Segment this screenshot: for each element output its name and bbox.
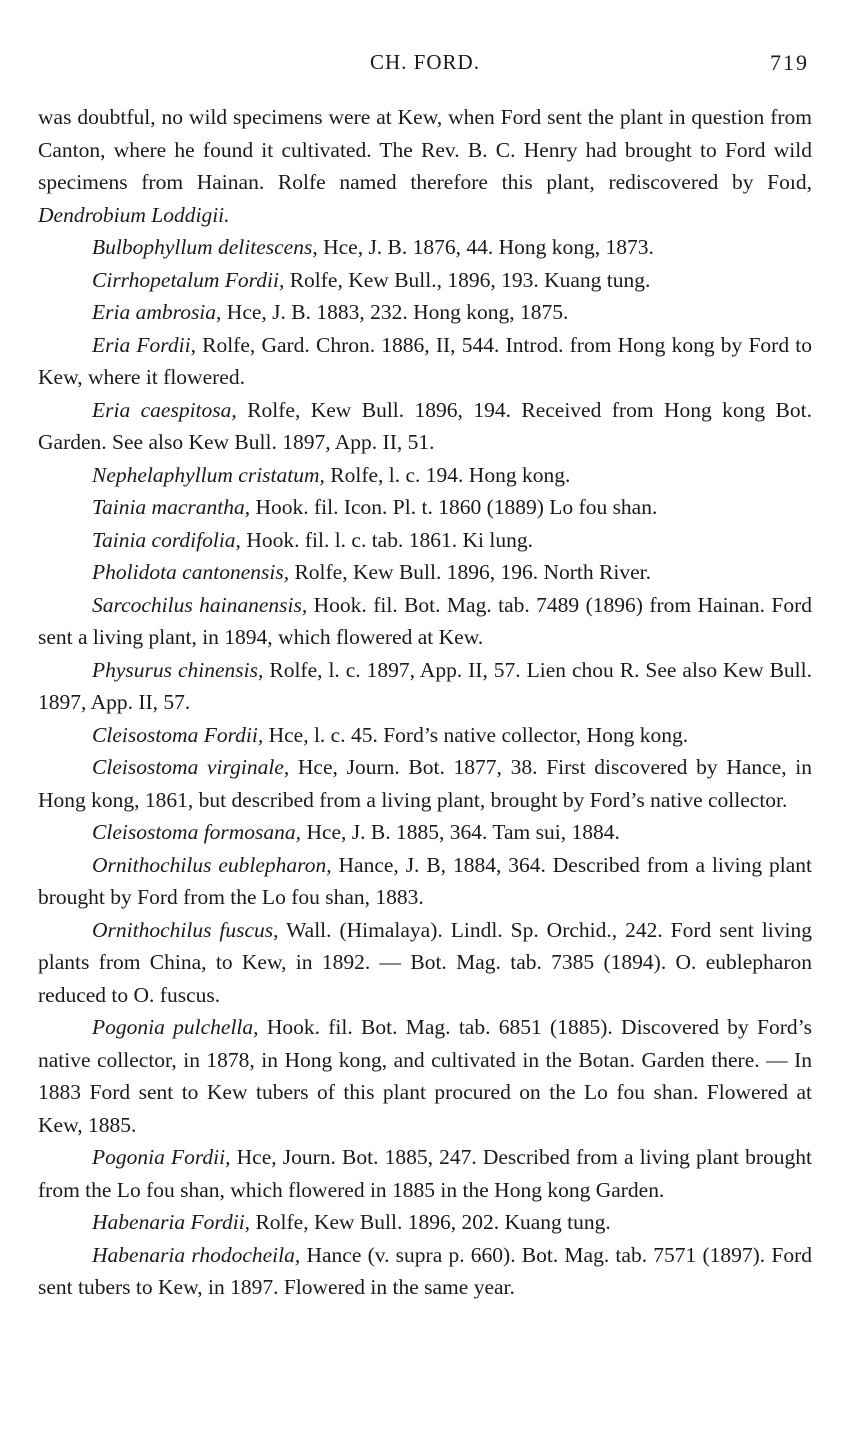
entry-text: , Hce, J. B. 1883, 232. Hong kong, 1875.: [216, 300, 569, 324]
species-name: Tainia cordifolia,: [92, 527, 241, 552]
species-name: Bulbophyllum delitescens: [92, 235, 313, 259]
species-name: Habenaria rhodocheila,: [92, 1242, 301, 1267]
species-entry: [38, 1141, 812, 1206]
species-entry: [38, 1206, 812, 1239]
species-name: Eria Fordii: [92, 332, 191, 357]
entry-text: Hce, Journ. Bot. 1885, 247. Described from a living plant brought from the Lo fou shan, which flowered in 1885 in the Hong kong Garden.: [38, 1145, 812, 1202]
species-name: Tainia macrantha: [92, 495, 245, 519]
species-name: Pholidota cantonensis,: [92, 560, 290, 584]
entry-text: Hance, J. B, 1884, 364. Described from a living plant brought by Ford from the Lo fou shan, 1883.: [38, 852, 813, 909]
entry-text: Rolfe, Kew Bull., 1896, 193. Kuang tung.: [284, 267, 651, 292]
species-entry: [38, 491, 812, 524]
species-entry: [38, 556, 812, 589]
species-entry: [38, 751, 812, 816]
species-name: Pogonia Fordii,: [92, 1145, 231, 1169]
species-name: Ornithochilus fuscus: [92, 917, 274, 942]
entry-text: , Hce, J. B. 1876, 44. Hong kong, 1873.: [312, 235, 654, 259]
entry-text: , Rolfe, Gard. Chron. 1886, II, 544. Introd. from Hong kong by Ford to Kew, where it flowered.: [38, 332, 812, 389]
species-entry: [38, 1011, 812, 1141]
page-header: [0, 46, 850, 82]
entry-text: Hook. fil. l. c. tab. 1861. Ki lung.: [240, 527, 533, 552]
species-name: Cleisostoma Fordii,: [92, 722, 264, 747]
species-name: Cleisostoma formosana,: [92, 820, 302, 844]
page-number: 719: [770, 50, 809, 75]
species-entry: [38, 296, 812, 329]
species-name: Cleisostoma virginale,: [92, 755, 290, 779]
entry-text: Rolfe, l. c. 194. Hong kong.: [324, 462, 571, 487]
species-entry: [38, 1239, 812, 1304]
species-entry: [38, 524, 812, 557]
species-entry: [38, 914, 812, 1012]
running-head: CH. FORD.: [370, 50, 480, 74]
entry-text: Hce, l. c. 45. Ford’s native collector, Hong kong.: [263, 722, 689, 747]
entry-text: Rolfe, Kew Bull. 1896, 196. North River.: [289, 560, 651, 584]
species-name: Cirrhopetalum Fordii,: [92, 267, 285, 292]
species-name: Sarcochilus hainanensis,: [92, 592, 308, 617]
intro-text: was doubtful, no wild specimens were at Kew, when Ford sent the plant in question from Canton, where he found it cultivated. The Rev. B. C. Henry had brought to Ford wild specimens from Hainan. Rolfe named therefore this plant, rediscovered by Foıd,: [38, 105, 812, 194]
species-name: Habenaria Fordii,: [92, 1210, 251, 1234]
species-entry: [38, 394, 812, 459]
species-entry: [38, 329, 812, 394]
species-entry: [38, 816, 812, 849]
entry-text: , Hook. fil. Icon. Pl. t. 1860 (1889) Lo fou shan.: [244, 495, 658, 519]
species-name: Physurus chinensis,: [92, 657, 264, 682]
intro-paragraph: [38, 101, 812, 231]
entry-text: , Wall. (Himalaya). Lindl. Sp. Orchid., 242. Ford sent living plants from China, to Kew, in 1892. — Bot. Mag. tab. 7385 (1894). O. eublepharon reduced to O. fuscus.: [38, 917, 812, 1007]
entry-text: Hce, Journ. Bot. 1877, 38. First discovered by Hance, in Hong kong, 1861, but described from a living plant, brought by Ford’s native collector.: [38, 755, 813, 812]
species-entry: [38, 459, 812, 492]
species-entries: [38, 231, 812, 1304]
species-entry: [38, 719, 812, 752]
species-name: Pogonia pulchella,: [92, 1015, 259, 1039]
species-entry: [38, 231, 812, 264]
species-entry: [38, 264, 812, 297]
species-entry: [38, 849, 812, 914]
entry-text: Rolfe, Kew Bull. 1896, 194. Received from Hong kong Bot. Garden. See also Kew Bull. 1897, App. II, 51.: [38, 397, 812, 454]
entry-text: Hook. fil. Bot. Mag. tab. 6851 (1885). Discovered by Ford’s native collector, in 1878, in Hong kong, and cultivated in the Botan. Garden there. — In 1883 Ford sent to Kew tubers of this plant procured on the Lo fou shan. Flowered at Kew, 1885.: [38, 1015, 812, 1137]
entry-text: Rolfe, Kew Bull. 1896, 202. Kuang tung.: [250, 1210, 611, 1234]
species-name: Dendrobium Loddigii.: [38, 202, 230, 227]
species-entry: [38, 589, 812, 654]
species-name: Eria ambrosia: [92, 300, 217, 324]
species-entry: [38, 654, 812, 719]
entry-text: Hce, J. B. 1885, 364. Tam sui, 1884.: [301, 820, 620, 844]
entry-text: Hance (v. supra p. 660). Bot. Mag. tab. 7571 (1897). Ford sent tubers to Kew, in 1897. Flowered in the same year.: [38, 1242, 813, 1299]
species-name: Eria caespitosa,: [92, 397, 237, 422]
species-name: Ornithochilus eublepharon,: [92, 852, 332, 877]
entry-text: Hook. fil. Bot. Mag. tab. 7489 (1896) from Hainan. Ford sent a living plant, in 1894, which flowered at Kew.: [38, 592, 812, 649]
species-name: Nephelaphyllum cristatum,: [92, 462, 325, 487]
page-body: [38, 101, 812, 1304]
entry-text: Rolfe, l. c. 1897, App. II, 57. Lien chou R. See also Kew Bull. 1897, App. II, 57.: [38, 657, 812, 714]
